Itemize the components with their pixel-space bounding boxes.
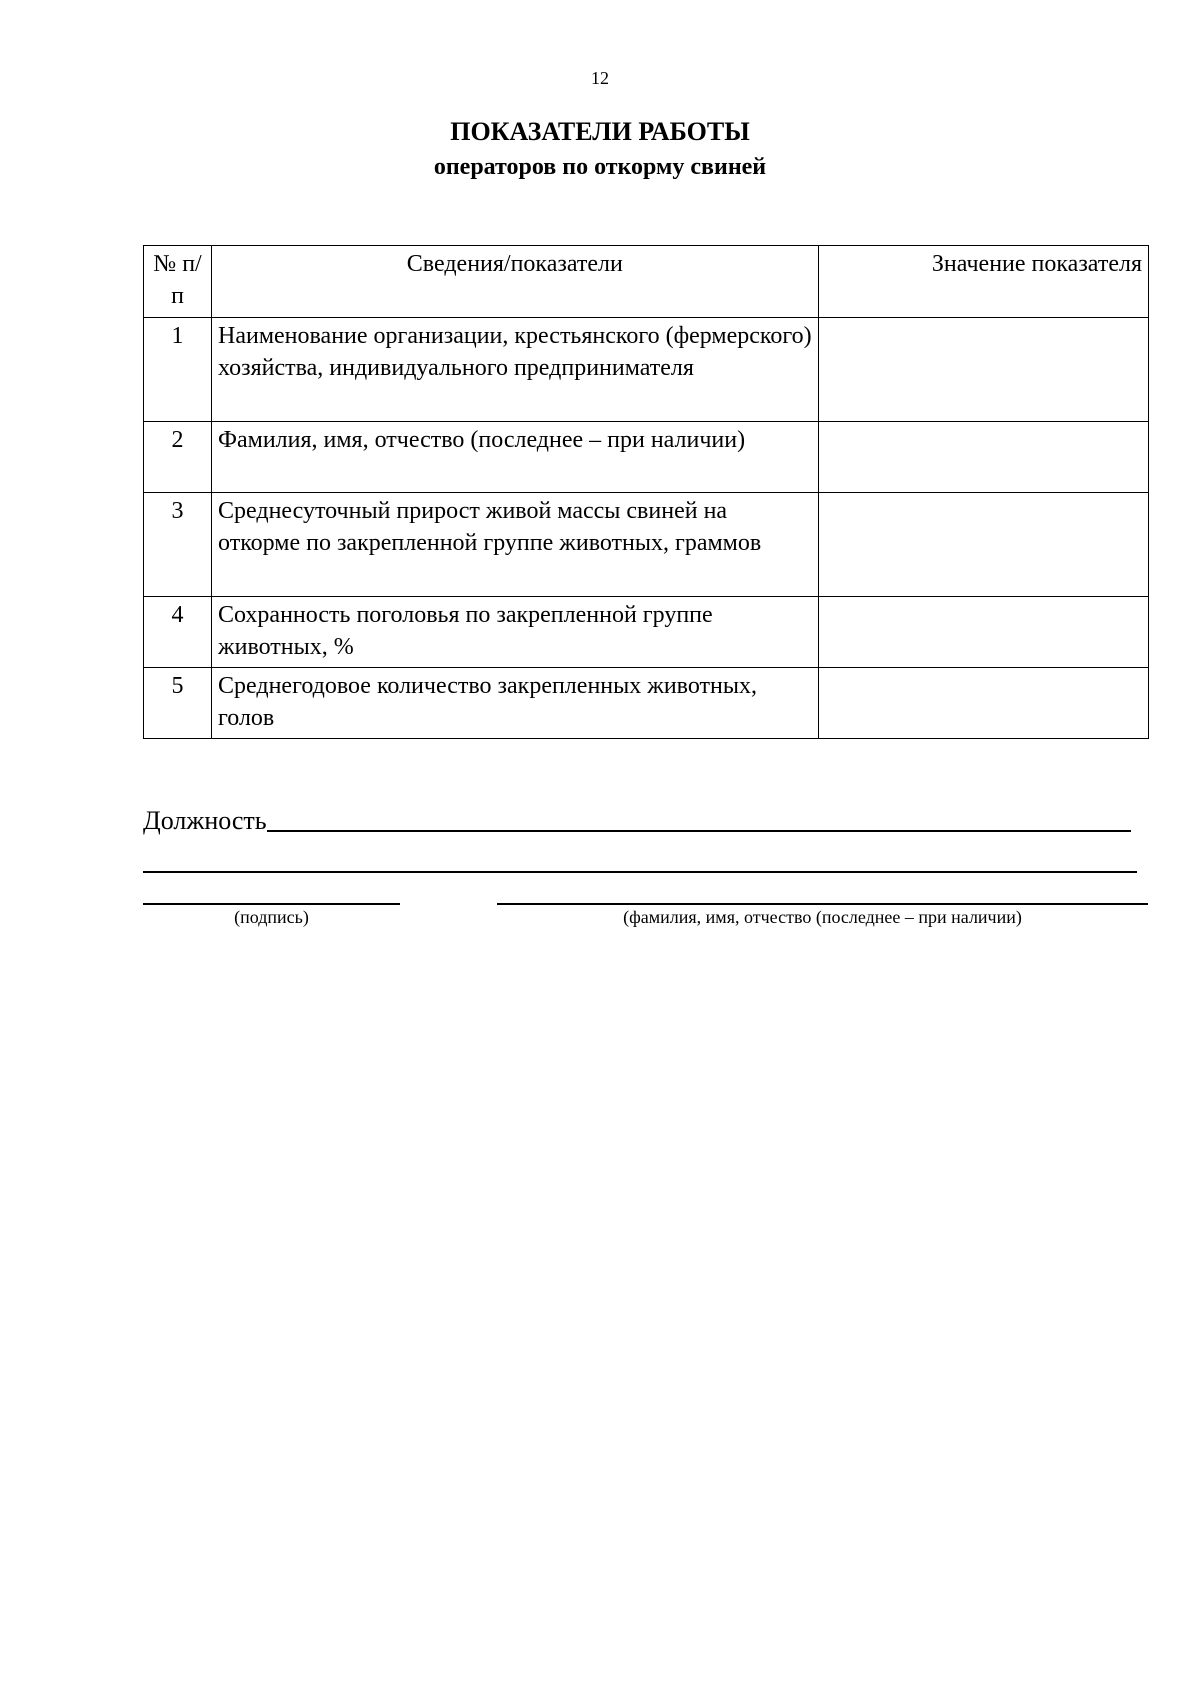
row-info: Среднегодовое количество закрепленных животных, голов [212,668,819,739]
row-value [818,597,1148,668]
table-row [144,597,1149,668]
table-header-row [144,246,1149,318]
full-name-line [497,903,1148,905]
page-number: 12 [591,68,609,88]
header-info: Сведения/показатели [212,246,819,318]
row-value [818,318,1148,422]
row-number: 4 [144,597,212,668]
table-row [144,493,1149,597]
row-value [818,493,1148,597]
row-info: Среднесуточный прирост живой массы свиней на откорме по закрепленной группе животных, граммов [212,493,819,597]
position-continuation-line [143,871,1137,873]
row-value [818,422,1148,493]
row-number: 5 [144,668,212,739]
table-row [144,668,1149,739]
full-name-caption: (фамилия, имя, отчество (последнее – при наличии) [623,907,1022,927]
row-number: 1 [144,318,212,422]
row-number: 3 [144,493,212,597]
row-info: Фамилия, имя, отчество (последнее – при наличии) [212,422,819,493]
document-subtitle: операторов по откорму свиней [433,154,767,180]
row-info: Сохранность поголовья по закрепленной группе животных, % [212,597,819,668]
document-title: ПОКАЗАТЕЛИ РАБОТЫ [450,117,750,146]
row-info: Наименование организации, крестьянского (фермерского) хозяйства, индивидуального предпринимателя [212,318,819,422]
indicators-table [143,245,1149,739]
signature-line [143,903,400,905]
signature-caption: (подпись) [234,907,309,927]
header-value: Значение показателя [818,246,1148,318]
position-underline [267,806,1131,832]
header-number: № п/п [144,246,212,318]
row-value [818,668,1148,739]
position-label: Должность [143,806,267,835]
position-field [143,806,1131,836]
table-row [144,422,1149,493]
table-row [144,318,1149,422]
row-number: 2 [144,422,212,493]
